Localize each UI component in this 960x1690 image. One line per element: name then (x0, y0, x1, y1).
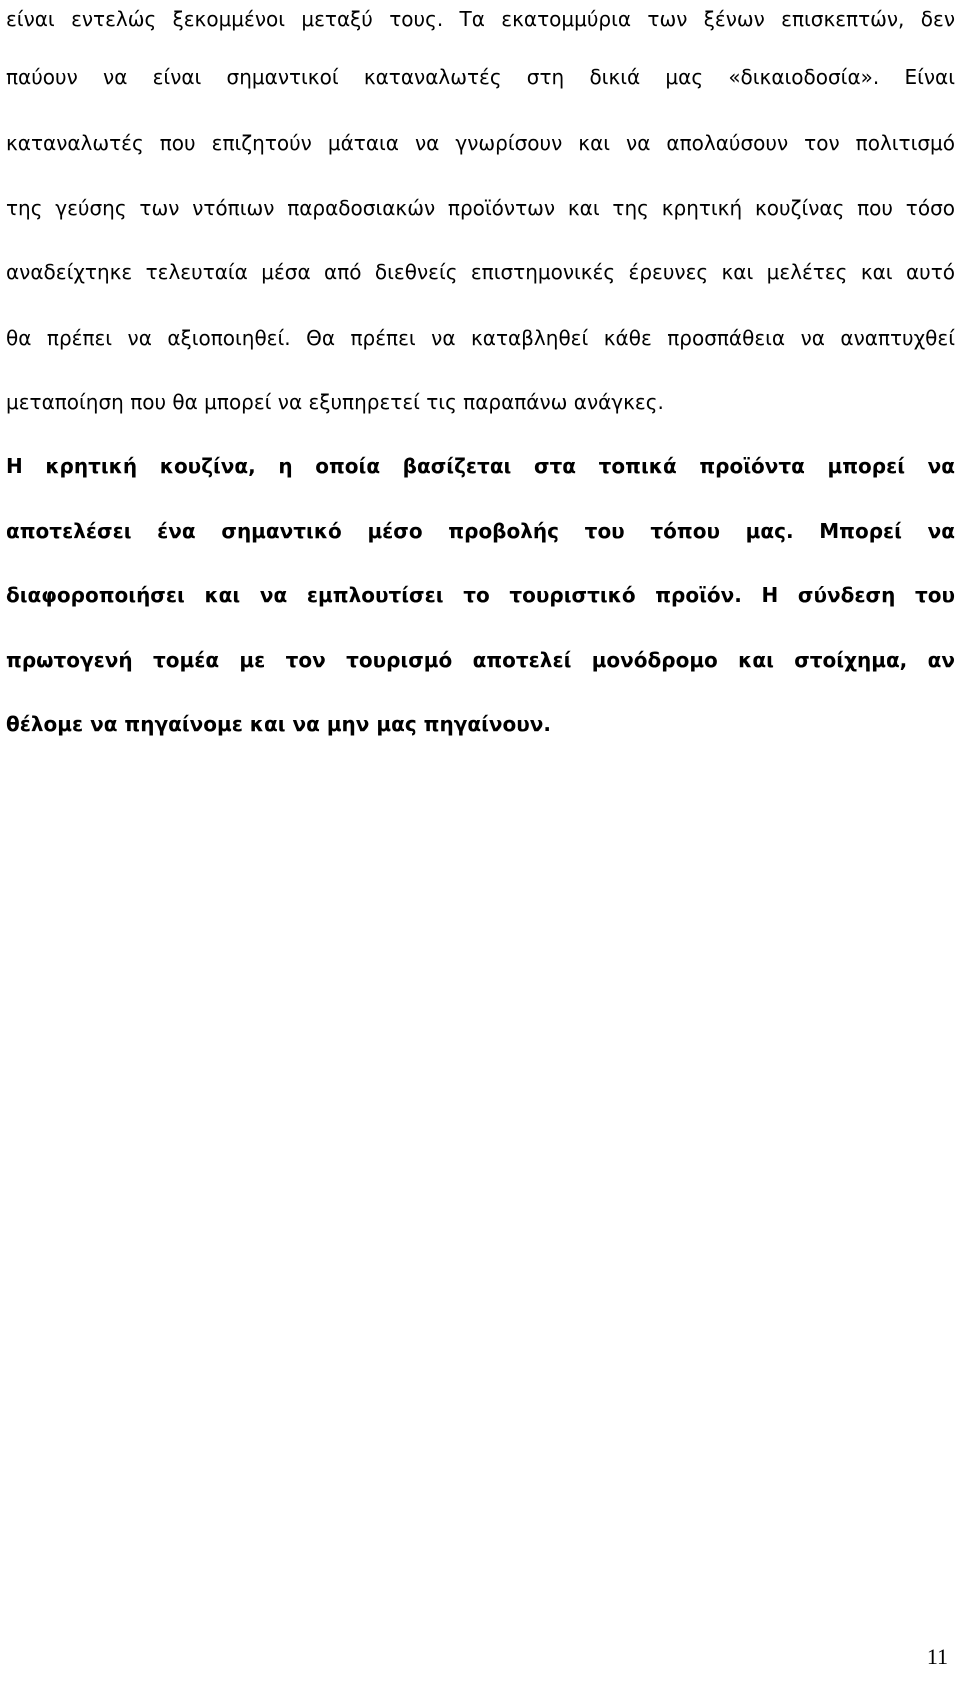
text-line: διαφοροποιήσει και να εμπλουτίσει το τουριστικό προϊόν. Η σύνδεση του (6, 583, 955, 607)
text-line: θέλομε να πηγαίνομε και να μην μας πηγαίνουν. (6, 712, 551, 736)
text-line: Η κρητική κουζίνα, η οποία βασίζεται στα τοπικά προϊόντα μπορεί να (6, 454, 955, 478)
text-line: της γεύσης των ντόπιων παραδοσιακών προϊόντων και της κρητική κουζίνας που τόσο (6, 196, 955, 220)
page-number: 11 (926, 1644, 948, 1669)
text-line: παύουν να είναι σημαντικοί καταναλωτές στη δικιά μας «δικαιοδοσία». Είναι (6, 65, 955, 89)
text-line: καταναλωτές που επιζητούν μάταια να γνωρίσουν και να απολαύσουν τον πολιτισμό (6, 131, 955, 155)
text-line: πρωτογενή τομέα με τον τουρισμό αποτελεί μονόδρομο και στοίχημα, αν (6, 648, 955, 672)
text-line: θα πρέπει να αξιοποιηθεί. Θα πρέπει να καταβληθεί κάθε προσπάθεια να αναπτυχθεί (6, 326, 955, 350)
text-line: είναι εντελώς ξεκομμένοι μεταξύ τους. Τα εκατομμύρια των ξένων επισκεπτών, δεν (6, 7, 955, 31)
text-line: μεταποίηση που θα μπορεί να εξυπηρετεί τις παραπάνω ανάγκες. (6, 390, 664, 414)
text-line: αποτελέσει ένα σημαντικό μέσο προβολής του τόπου μας. Μπορεί να (6, 519, 955, 543)
text-line: αναδείχτηκε τελευταία μέσα από διεθνείς επιστημονικές έρευνες και μελέτες και αυτό (6, 260, 955, 284)
